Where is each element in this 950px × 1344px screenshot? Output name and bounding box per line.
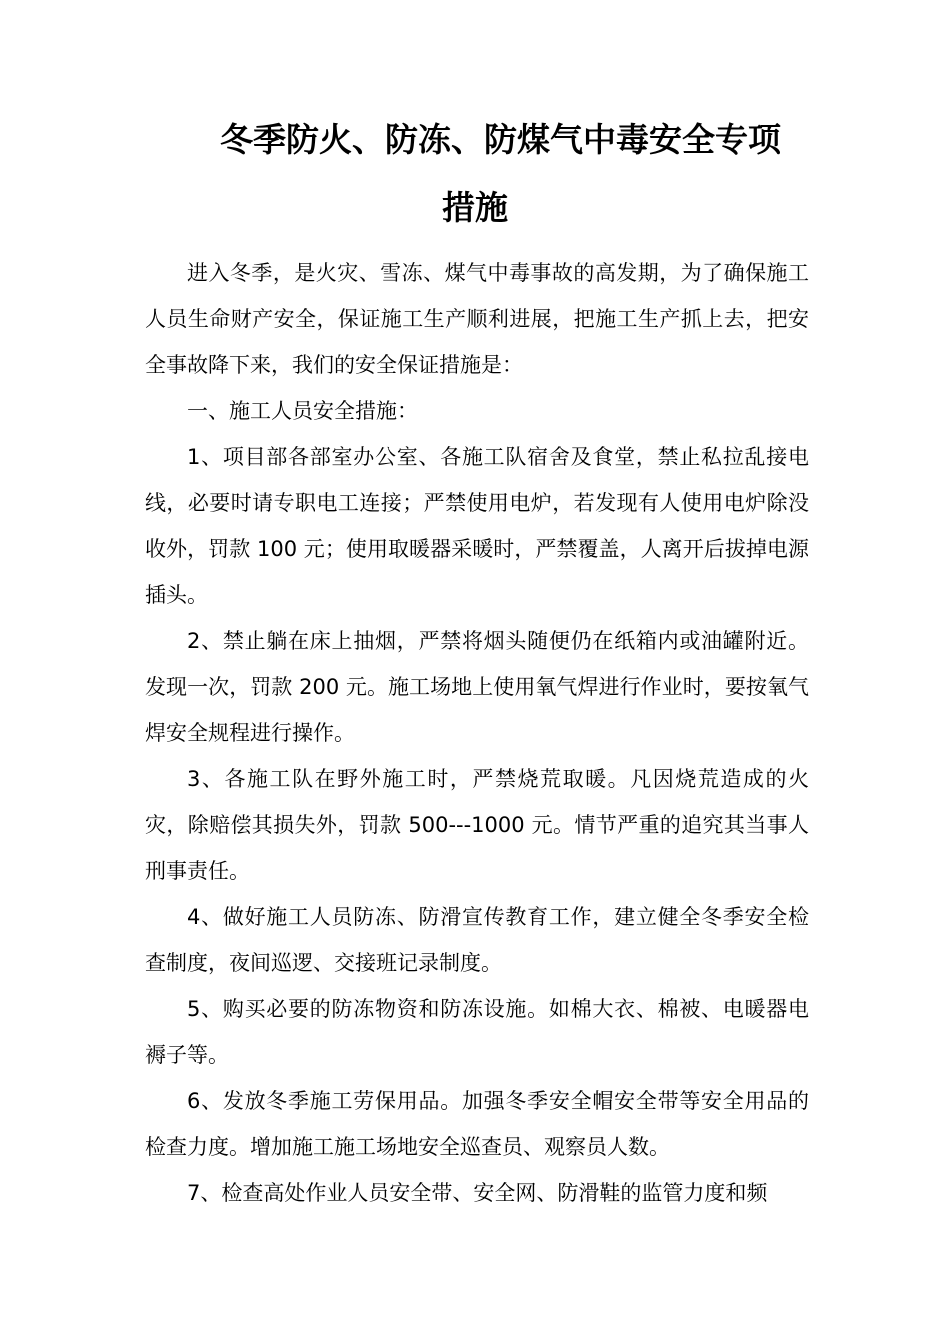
list-item: 3、各施工队在野外施工时，严禁烧荒取暖。凡因烧荒造成的火灾，除赔偿其损失外，罚款 500---1000 元。情节严重的追究其当事人刑事责任。: [145, 767, 809, 883]
paragraph-intro: 进入冬季，是火灾、雪冻、煤气中毒事故的高发期，为了确保施工人员生命财产安全，保证施工生产顺利进展，把施工生产抓上去，把安全事故降下来，我们的安全保证措施是：: [145, 261, 809, 377]
section-heading: 一、施工人员安全措施：: [187, 399, 418, 423]
document-body: [145, 250, 809, 1216]
list-item: 6、发放冬季施工劳保用品。加强冬季安全帽安全带等安全用品的检查力度。增加施工施工场地安全巡查员、观察员人数。: [145, 1089, 809, 1159]
list-item: 1、项目部各部室办公室、各施工队宿舍及食堂，禁止私拉乱接电线，必要时请专职电工连接；严禁使用电炉，若发现有人使用电炉除没收外，罚款 100 元；使用取暖器采暖时，严禁覆盖，人离开后拔掉电源插头。: [145, 445, 809, 607]
list-item: 4、做好施工人员防冻、防滑宣传教育工作，建立健全冬季安全检查制度，夜间巡逻、交接班记录制度。: [145, 905, 809, 975]
list-item: 5、购买必要的防冻物资和防冻设施。如棉大衣、棉被、电暖器电褥子等。: [145, 997, 809, 1067]
list-item: 7、检查高处作业人员安全带、安全网、防滑鞋的监管力度和频: [187, 1181, 768, 1205]
document-title-line-2: 措施: [442, 188, 508, 227]
document-title-line-1: 冬季防火、防冻、防煤气中毒安全专项: [220, 120, 781, 159]
list-item: 2、禁止躺在床上抽烟，严禁将烟头随便仍在纸箱内或油罐附近。发现一次，罚款 200 元。施工场地上使用氧气焊进行作业时，要按氧气焊安全规程进行操作。: [145, 629, 809, 745]
